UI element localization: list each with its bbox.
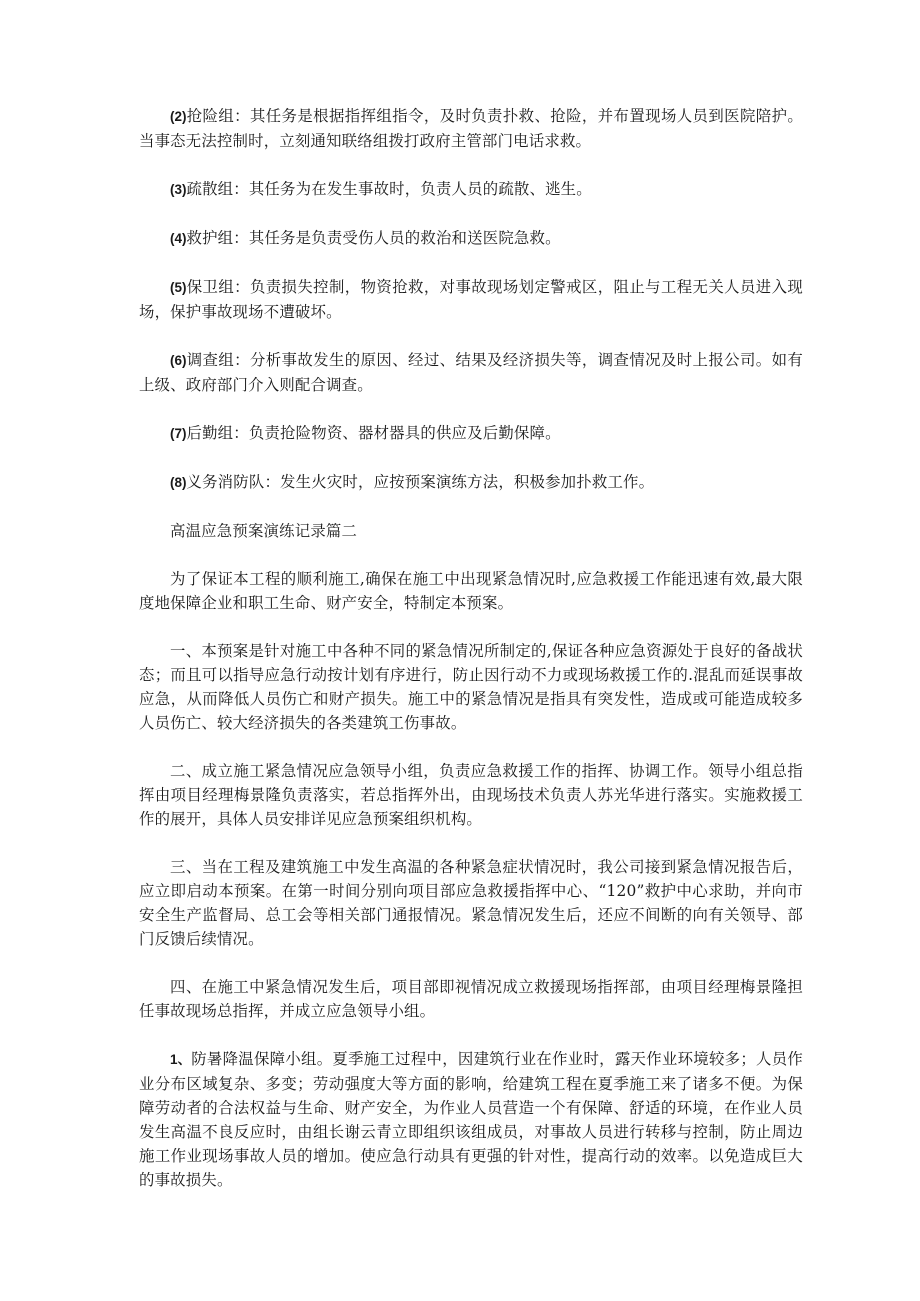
item-number: (4) — [170, 231, 187, 246]
item-number: 1、 — [170, 1052, 192, 1067]
paragraph-text: 防暑降温保障小组。夏季施工过程中，因建筑行业在作业时，露天作业环境较多；人员作业分布区域复杂、多变；劳动强度大等方面的影响，给建筑工程在夏季施工来了诸多不便。为保障劳动者的合法权益与生命、财产安全，为作业人员营造一个有保障、舒适的环境，在作业人员发生高温不良反应时，由组长谢云青立即组织该组成员，对事故人员进行转移与控制，防止周边施工作业现场事故人员的增加。使应急行动具有更强的针对性，提高行动的效率。以免造成巨大的事故损失。 — [139, 1050, 803, 1189]
paragraph-evacuation-group — [139, 177, 803, 202]
item-number: (8) — [170, 475, 187, 490]
paragraph-section-1 — [139, 639, 803, 735]
item-number: (7) — [170, 426, 187, 441]
paragraph-security-group — [139, 275, 803, 324]
paragraph-medical-group — [139, 226, 803, 251]
paragraph-text: 保卫组：负责损失控制，物资抢救，对事故现场划定警戒区，阻止与工程无关人员进入现场，保护事故现场不遭破坏。 — [139, 278, 803, 321]
paragraph-text: 疏散组：其任务为在发生事故时，负责人员的疏散、逃生。 — [186, 180, 592, 198]
paragraph-section-4 — [139, 975, 803, 1023]
paragraph-text: 义务消防队：发生火灾时，应按预案演练方法，积极参加扑救工作。 — [186, 473, 655, 491]
section-heading-text: 高温应急预案演练记录篇二 — [170, 522, 358, 540]
paragraph-text: 一、本预案是针对施工中各种不同的紧急情况所制定的,保证各种应急资源处于良好的备战状态；而且可以指导应急行动按计划有序进行，防止因行动不力或现场救援工作的.混乱而延误事故应急，从而降低人员伤亡和财产损失。施工中的紧急情况是指具有突发性，造成或可能造成较多人员伤亡、较大经济损失的各类建筑工伤事故。 — [139, 642, 803, 732]
paragraph-intro — [139, 567, 803, 615]
paragraph-text: 二、成立施工紧急情况应急领导小组，负责应急救援工作的指挥、协调工作。领导小组总指挥由项目经理梅景隆负责落实，若总指挥外出，由现场技术负责人苏光华进行落实。实施救援工作的展开，具体人员安排详见应急预案组织机构。 — [139, 762, 803, 828]
paragraph-cooling-group — [139, 1047, 803, 1192]
item-number: (6) — [170, 353, 187, 368]
paragraph-fire-brigade — [139, 470, 803, 495]
paragraph-rescue-group — [139, 104, 803, 153]
paragraph-investigation-group — [139, 348, 803, 397]
paragraph-section-3 — [139, 855, 803, 951]
paragraph-text: 后勤组：负责抢险物资、器材器具的供应及后勤保障。 — [186, 424, 561, 442]
paragraph-text: 调查组：分析事故发生的原因、经过、结果及经济损失等，调查情况及时上报公司。如有上级、政府部门介入则配合调查。 — [139, 351, 803, 394]
paragraph-text: 救护组：其任务是负责受伤人员的救治和送医院急救。 — [186, 229, 561, 247]
paragraph-section-2 — [139, 759, 803, 831]
item-number: (5) — [170, 280, 187, 295]
paragraph-logistics-group — [139, 421, 803, 446]
paragraph-text: 抢险组：其任务是根据指挥组指令，及时负责扑救、抢险，并布置现场人员到医院陪护。当事态无法控制时，立刻通知联络组拨打政府主管部门电话求救。 — [139, 107, 803, 150]
paragraph-text: 三、当在工程及建筑施工中发生高温的各种紧急症状情况时，我公司接到紧急情况报告后，应立即启动本预案。在第一时间分别向项目部应急救援指挥中心、“120”救护中心求助，并向市安全生产监督局、总工会等相关部门通报情况。紧急情况发生后，还应不间断的向有关领导、部门反馈后续情况。 — [139, 858, 803, 948]
paragraph-text: 四、在施工中紧急情况发生后，项目部即视情况成立救援现场指挥部，由项目经理梅景隆担任事故现场总指挥，并成立应急领导小组。 — [139, 978, 803, 1020]
section-heading — [139, 519, 803, 543]
item-number: (2) — [170, 109, 187, 124]
document-page — [139, 104, 803, 1216]
item-number: (3) — [170, 182, 187, 197]
paragraph-text: 为了保证本工程的顺利施工,确保在施工中出现紧急情况时,应急救援工作能迅速有效,最大限度地保障企业和职工生命、财产安全，特制定本预案。 — [139, 570, 803, 612]
